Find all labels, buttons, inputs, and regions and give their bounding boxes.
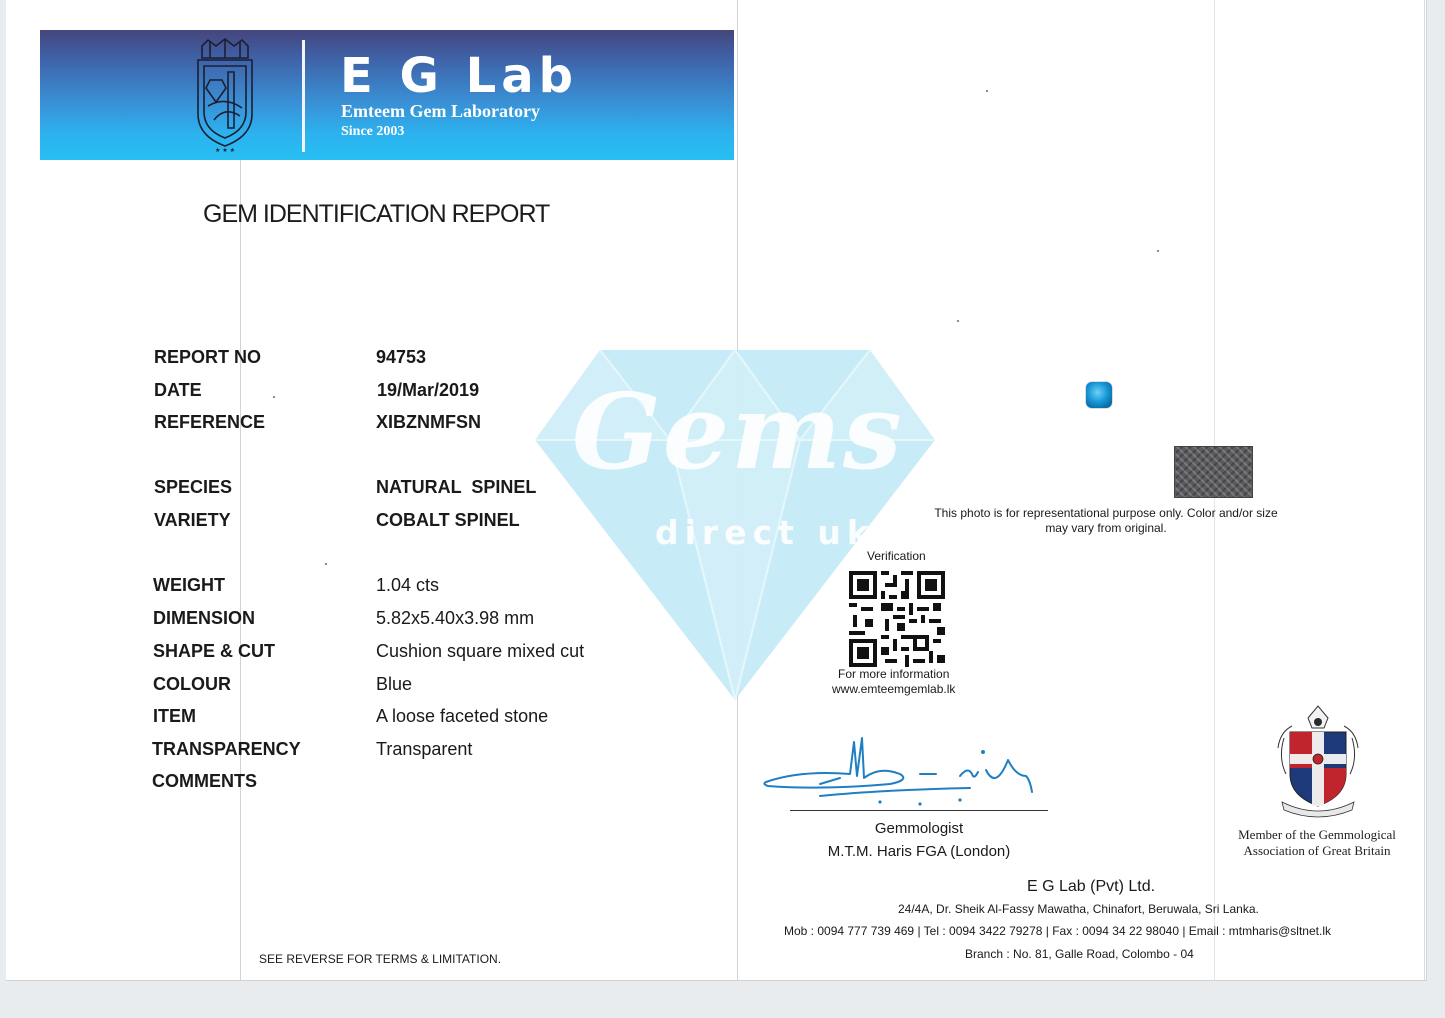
membership-line-2: Association of Great Britain: [1243, 843, 1391, 858]
paper-speck: [957, 320, 959, 322]
lab-crest-logo: [190, 36, 260, 154]
field-value: 1.04 cts: [376, 575, 440, 595]
field-label: REFERENCE: [154, 412, 266, 432]
banner-divider: [302, 40, 305, 152]
paper-speck: [1157, 250, 1159, 252]
company-address: 24/4A, Dr. Sheik Al-Fassy Mawatha, Chinafort, Beruwala, Sri Lanka.: [898, 902, 1259, 916]
field-value: Transparent: [376, 739, 473, 759]
signatory-name: M.T.M. Haris FGA (London): [827, 843, 1011, 860]
fold-line-left: [240, 160, 241, 980]
field-label: DATE: [154, 380, 202, 400]
field-value: XIBZNMFSN: [376, 412, 481, 432]
brand-name: E G Lab: [340, 48, 578, 104]
watermark-sub: direct uk: [655, 513, 875, 552]
gemmological-association-crest: [1272, 702, 1364, 820]
watermark-word: Gems: [572, 370, 904, 493]
paper-speck: [273, 396, 275, 398]
signatory-role: Gemmologist: [874, 820, 964, 837]
fold-line-far-right: [1424, 0, 1425, 980]
field-value: COBALT SPINEL: [376, 510, 520, 530]
verification-url[interactable]: www.emteemgemlab.lk: [832, 682, 956, 696]
gemmologist-signature: [760, 730, 1050, 810]
signature-line: [790, 810, 1048, 811]
field-label: DIMENSION: [153, 608, 256, 628]
field-value: NATURAL SPINEL: [376, 477, 537, 497]
reverse-terms-note: SEE REVERSE FOR TERMS & LIMITATION.: [259, 952, 502, 966]
field-label: COLOUR: [153, 674, 231, 694]
field-value: Cushion square mixed cut: [376, 641, 585, 661]
paper-speck: [986, 90, 988, 92]
field-value: 19/Mar/2019: [377, 380, 480, 400]
gemstone-photo: [1086, 382, 1112, 408]
field-label: COMMENTS: [152, 771, 257, 791]
field-label: TRANSPARENCY: [152, 739, 301, 759]
membership-note: [1226, 827, 1408, 859]
field-label: REPORT NO: [154, 347, 262, 367]
header-banner: [40, 30, 734, 160]
field-value: 94753: [376, 347, 427, 367]
field-label: ITEM: [153, 706, 196, 726]
company-branch: Branch : No. 81, Galle Road, Colombo - 04: [965, 947, 1194, 961]
paper-speck: [325, 563, 327, 565]
field-label: VARIETY: [154, 510, 231, 530]
membership-line-1: Member of the Gemmological: [1238, 827, 1396, 842]
field-label: SHAPE & CUT: [153, 641, 276, 661]
field-value: Blue: [376, 674, 413, 694]
since-year: Since 2003: [341, 124, 405, 139]
company-name: E G Lab (Pvt) Ltd.: [1027, 878, 1156, 895]
verification-qr-code[interactable]: [849, 571, 945, 667]
svg-text:★ ★ ★: ★ ★ ★: [215, 147, 235, 154]
verification-more-info: For more information: [838, 667, 950, 681]
company-contacts: Mob : 0094 777 739 469 | Tel : 0094 3422 79278 | Fax : 0094 34 22 98040 | Email : mtmharis@sltnet.lk: [784, 924, 1331, 938]
lab-name: Emteem Gem Laboratory: [341, 101, 540, 121]
field-label: WEIGHT: [153, 575, 225, 595]
field-label: SPECIES: [154, 477, 233, 497]
photo-disclaimer: This photo is for representational purpose only. Color and/or size may vary from original.: [934, 506, 1278, 535]
report-title: GEM IDENTIFICATION REPORT: [203, 200, 550, 228]
verification-label: Verification: [867, 549, 926, 563]
field-value: A loose faceted stone: [376, 706, 549, 726]
security-hologram: [1174, 446, 1253, 498]
field-value: 5.82x5.40x3.98 mm: [376, 608, 535, 628]
